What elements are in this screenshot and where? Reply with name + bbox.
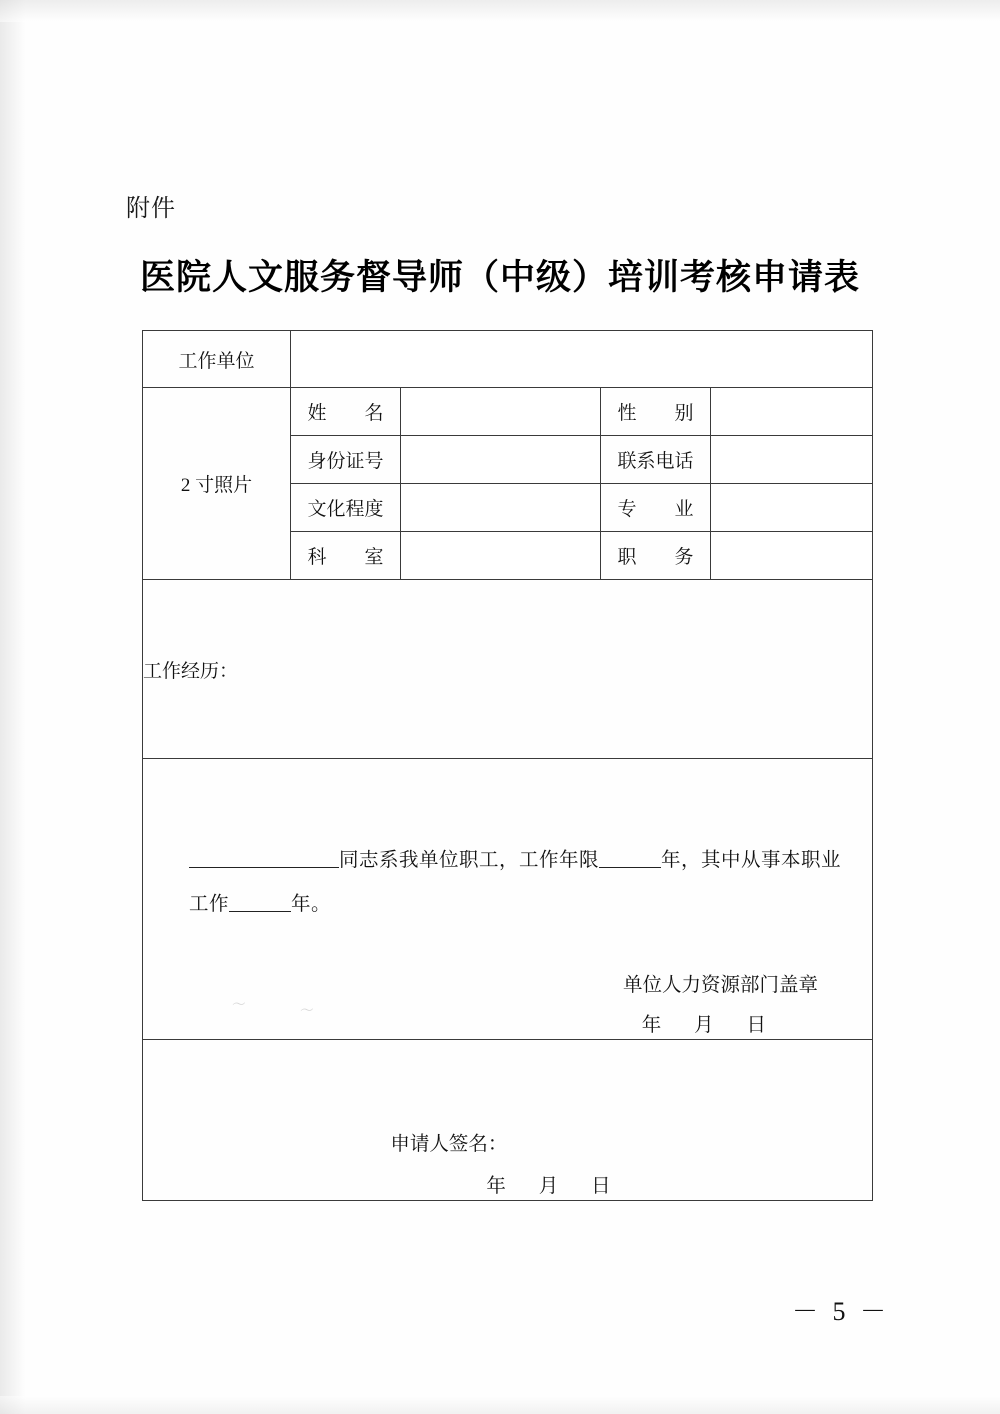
scan-smudge: ～ <box>231 995 247 1013</box>
hr-seal-date[interactable]: 年 月 日 <box>641 1015 780 1036</box>
phone-label: 联系电话 <box>601 436 711 484</box>
name-value[interactable] <box>401 388 601 436</box>
statement-part4: 年。 <box>291 894 332 915</box>
application-form-table <box>142 330 873 1201</box>
scan-edge-top <box>0 0 1000 22</box>
education-value[interactable] <box>401 484 601 532</box>
gender-label: 性 别 <box>601 388 711 436</box>
table-row <box>143 388 873 436</box>
scan-smudge: 〜 <box>299 1001 315 1019</box>
gender-value[interactable] <box>711 388 873 436</box>
position-label: 职 务 <box>601 532 711 580</box>
hr-seal-label: 单位人力资源部门盖章 <box>622 975 818 996</box>
statement-part3: 工作 <box>189 894 230 915</box>
work-years-blank[interactable] <box>599 849 661 868</box>
employee-name-blank[interactable] <box>189 849 339 868</box>
scan-edge-left <box>0 0 26 1414</box>
work-experience-cell[interactable] <box>143 580 873 759</box>
photo-placeholder[interactable]: 2 寸照片 <box>143 388 291 580</box>
employer-statement-cell[interactable] <box>143 759 873 1040</box>
applicant-signature-date[interactable]: 年 月 日 <box>486 1176 625 1197</box>
table-row <box>143 580 873 759</box>
work-unit-value[interactable] <box>291 331 873 388</box>
attachment-label: 附件 <box>126 195 176 222</box>
major-value[interactable] <box>711 484 873 532</box>
name-label: 姓 名 <box>291 388 401 436</box>
scan-edge-bottom <box>0 1396 1000 1414</box>
department-label: 科 室 <box>291 532 401 580</box>
work-experience-label: 工作经历： <box>143 660 239 682</box>
statement-part2: 年，其中从事本职业 <box>661 850 842 871</box>
work-unit-label: 工作单位 <box>143 331 291 388</box>
education-label: 文化程度 <box>291 484 401 532</box>
page-number: － 5 － <box>791 1297 890 1326</box>
department-value[interactable] <box>401 532 601 580</box>
applicant-signature-block <box>143 1042 872 1198</box>
table-row <box>143 331 873 388</box>
statement-part1: 同志系我单位职工，工作年限 <box>339 850 600 871</box>
page-title: 医院人文服务督导师（中级）培训考核申请表 <box>139 258 860 297</box>
employer-statement-text <box>143 761 872 927</box>
id-number-value[interactable] <box>401 436 601 484</box>
id-number-label: 身份证号 <box>291 436 401 484</box>
position-value[interactable] <box>711 532 873 580</box>
table-row <box>143 1040 873 1201</box>
applicant-signature-label: 申请人签名： <box>390 1134 508 1155</box>
applicant-signature-cell[interactable] <box>143 1040 873 1201</box>
phone-value[interactable] <box>711 436 873 484</box>
table-row <box>143 759 873 1040</box>
major-label: 专 业 <box>601 484 711 532</box>
profession-years-blank[interactable] <box>229 893 291 912</box>
